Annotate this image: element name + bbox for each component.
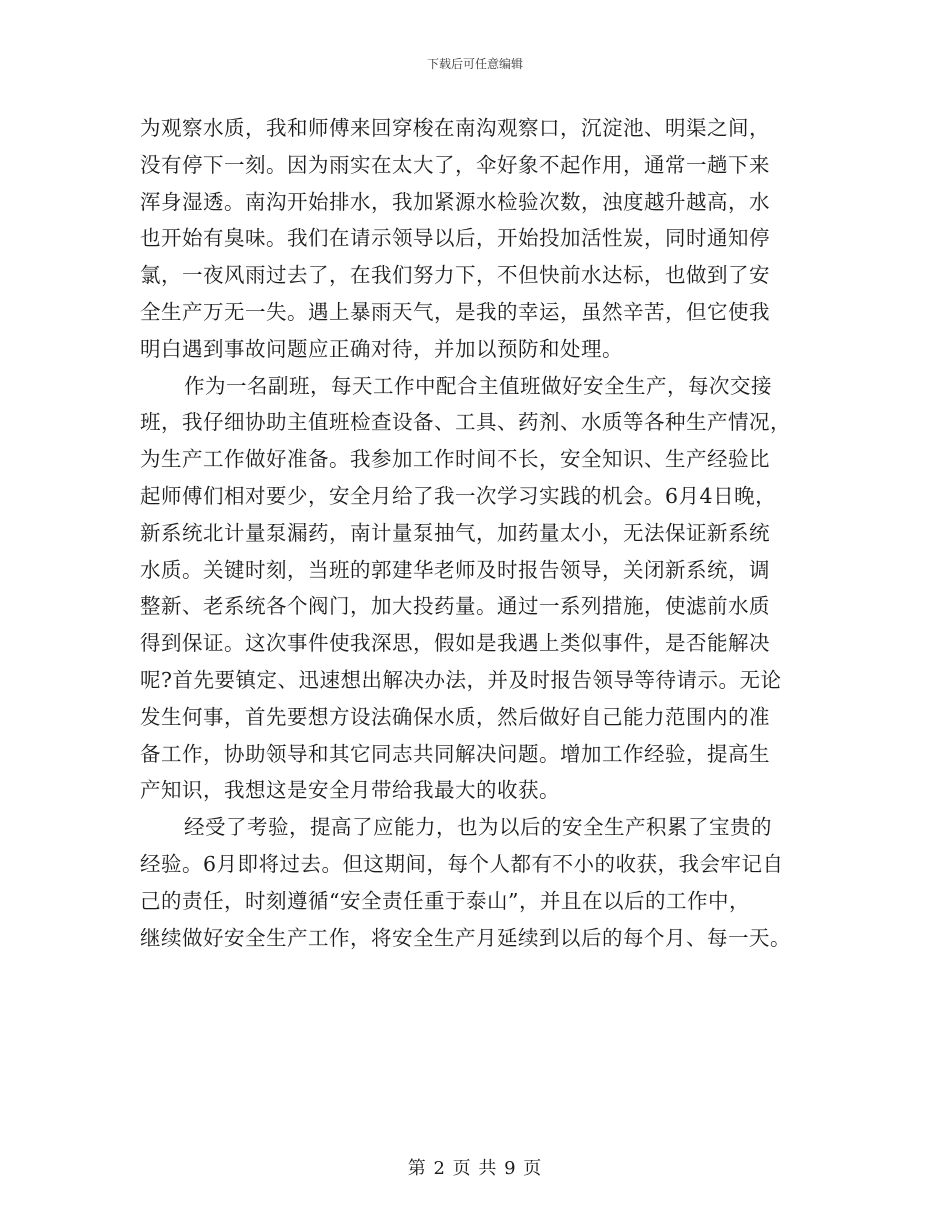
- paragraph-line: 全生产万无一失。遇上暴雨天气，是我的幸运，虽然辛苦，但它使我: [140, 299, 770, 324]
- paragraph-line: 己的责任，时刻遵循“安全责任重于泰山”，并且在以后的工作中，: [140, 888, 750, 913]
- paragraph-line: 经验。6月即将过去。但这期间，每个人都有不小的收获，我会牢记自: [140, 851, 784, 876]
- paragraph-line: 没有停下一刻。因为雨实在太大了，伞好象不起作用，通常一趟下来: [140, 152, 770, 177]
- paragraph-line: 氯，一夜风雨过去了，在我们努力下，不但快前水达标，也做到了安: [140, 263, 770, 288]
- paragraph-line: 为生产工作做好准备。我参加工作时间不长，安全知识、生产经验比: [140, 447, 770, 472]
- paragraph-line: 发生何事，首先要想方设法确保水质，然后做好自己能力范围内的准: [140, 704, 770, 729]
- paragraph-line: 起师傅们相对要少，安全月给了我一次学习实践的机会。6月4日晚，: [140, 483, 777, 508]
- page-number: 第 2 页 共 9 页: [407, 1158, 543, 1179]
- document-body: [140, 110, 812, 956]
- paragraph-line: 经受了考验，提高了应能力，也为以后的安全生产积累了宝贵的: [184, 815, 772, 840]
- paragraph-2: [140, 368, 812, 810]
- paragraph-line: 呢?首先要镇定、迅速想出解决办法，并及时报告领导等待请示。无论: [140, 667, 782, 692]
- paragraph-line: 作为一名副班，每天工作中配合主值班做好安全生产，每次交接: [184, 373, 772, 398]
- paragraph-line: 整新、老系统各个阀门，加大投药量。通过一系列措施，使滤前水质: [140, 594, 770, 619]
- paragraph-1: [140, 110, 812, 368]
- paragraph-line: 浑身湿透。南沟开始排水，我加紧源水检验次数，浊度越升越高，水: [140, 189, 770, 214]
- paragraph-line: 新系统北计量泵漏药，南计量泵抽气，加药量太小，无法保证新系统: [140, 520, 770, 545]
- paragraph-line: 继续做好安全生产工作，将安全生产月延续到以后的每个月、每一天。: [140, 925, 791, 950]
- paragraph-line: 为观察水质，我和师傅来回穿梭在南沟观察口，沉淀池、明渠之间，: [140, 116, 770, 140]
- paragraph-line: 备工作，协助领导和其它同志共同解决问题。增加工作经验，提高生: [140, 741, 770, 766]
- paragraph-line: 明白遇到事故问题应正确对待，并加以预防和处理。: [140, 336, 623, 361]
- paragraph-3: [140, 809, 812, 956]
- paragraph-line: 班，我仔细协助主值班检查设备、工具、药剂、水质等各种生产情况，: [140, 410, 791, 435]
- paragraph-line: 也开始有臭味。我们在请示领导以后，开始投加活性炭，同时通知停: [140, 226, 770, 251]
- paragraph-line: 水质。关键时刻，当班的郭建华老师及时报告领导，关闭新系统，调: [140, 557, 770, 582]
- page-header: 下载后可任意编辑: [426, 57, 523, 71]
- paragraph-line: 产知识，我想这是安全月带给我最大的收获。: [140, 778, 560, 803]
- paragraph-line: 得到保证。这次事件使我深思，假如是我遇上类似事件，是否能解决: [140, 631, 770, 656]
